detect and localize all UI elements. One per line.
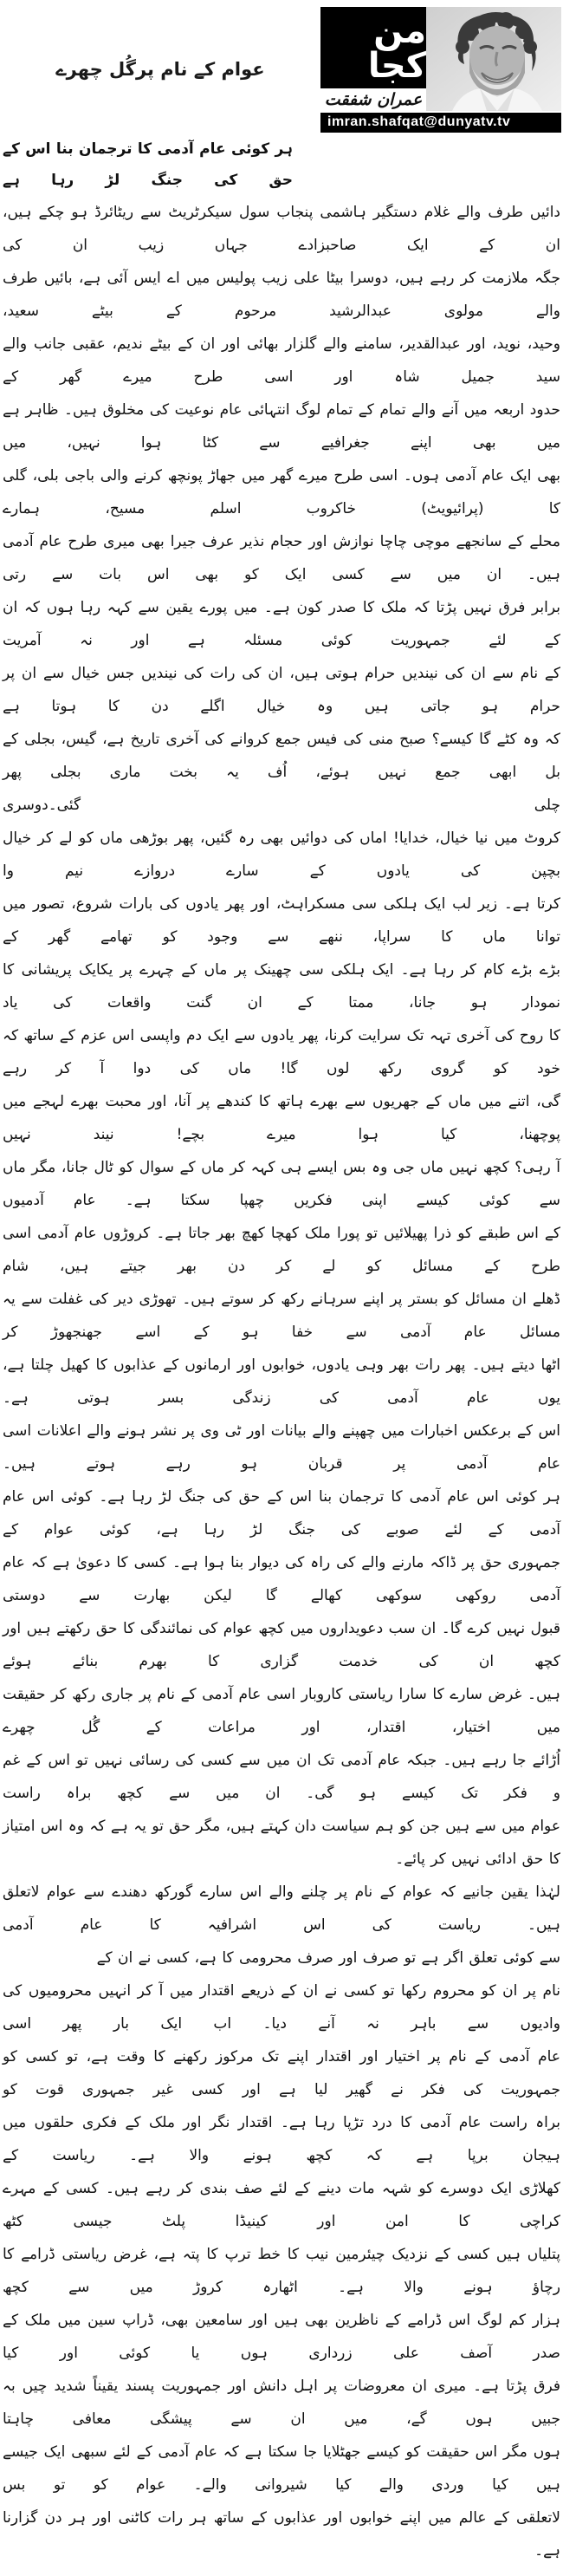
article-line: حدود اربعہ میں آنے والے تمام کے تمام لوگ انتہائی عام نوعیت کی مخلوق ہیں۔ ظاہر ہے میں بھی اپنے جغرافیے سے کٹا ہوا نہیں، میں — [3, 401, 560, 452]
article-line: قبول نہیں کرے گا۔ ان سب دعویداروں میں کچھ عوام کی نمائندگی کا حق رکھتے ہیں اور کچھ ان کی خدمت گزاری کا بھرم بنائے ہوئے — [3, 1620, 560, 1670]
article-line: بھی ایک عام آدمی ہوں۔ اسی طرح میرے گھر میں جھاڑ پونچھ کرنے والی باجی بلی، گلی کا (پرائیویٹ) خاکروب اسلم مسیح، ہمارے — [3, 467, 560, 517]
article-line: ہیں۔ غرض سارے کا سارا ریاستی کاروبار اسی عام آدمی کے نام پر جاری رکھ کر حقیقت میں اختیار، اقتدار، اور مراعات کے گُل چھرے — [3, 1686, 560, 1736]
article-line: نام پر ان کو محروم رکھا تو کسی نے ان کے ذریعے اقتدار میں آ کر انہیں محرومیوں کی وادیوں سے باہر نہ آنے دیا۔ اب ایک بار پھر اسی — [3, 1982, 560, 2033]
article-line: ڈھلے ان مسائل کو بستر پر اپنے سرہانے رکھ کر سوتے ہیں۔ تھوڑی دیر کی غفلت سے یہ مسائل عام آدمی سے خفا ہو کے اسے جھنجھوڑ کر — [3, 1291, 560, 1341]
article-line: عام آدمی کے نام پر اختیار اور اقتدار اپنے تک مرکوز رکھنے کا وقت ہے، تو کسی کو جمہوریت کی فکر نے گھیر لیا ہے اور کسی غیر جمہوری قوت کو — [3, 2048, 560, 2098]
article-line: ہر کوئی اس عام آدمی کا ترجمان بنا اس کے حق کی جنگ لڑ رہا ہے۔ کوئی اس عام آدمی کے لئے صوبے کی جنگ لڑ رہا ہے، کوئی عوام کے — [3, 1488, 560, 1538]
column-header — [0, 0, 563, 132]
article-line: برابر فرق نہیں پڑتا کہ ملک کا صدر کون ہے۔ میں پورے یقین سے کہہ رہا ہوں کہ ان کے لئے جمہوریت کوئی مسئلہ ہے اور نہ آمریت — [3, 599, 560, 649]
article-line: گی، اتنے میں ماں کے جھریوں سے بھرے ہاتھ کا کندھے پر آنا، اور محبت بھرے لہجے میں پوچھنا، کیا ہوا میرے بچے! نیند نہیں — [3, 1093, 560, 1143]
article-line: وحید، نوید، اور عبدالقدیر، سامنے والے گلزار بھائی اور ان کے بیٹے ندیم، عقبی جانب والے سید جمیل شاہ اور اسی طرح میرے گھر کے — [3, 335, 560, 386]
split-line-end: گئی۔دوسری — [3, 797, 81, 814]
split-line-start: چلی — [534, 797, 560, 814]
article-line: عوام میں سے ہیں جن کو ہم سیاست دان کہتے ہیں، مگر حق تو یہ ہے کہ وہ اس امتیاز کا حق ادائی نہیں کر پائے۔ — [3, 1818, 560, 1868]
article-line: کے اس طبقے کو ذرا پھیلائیں تو پورا ملک کھچا کھچ بھر جاتا ہے۔ کروڑوں عام آدمی اسی طرح کے مسائل کو لے کر دن بھر جیتے ہیں، شام — [3, 1225, 560, 1275]
article-line: کا روح کی آخری تہہ تک سرایت کرنا، پھر یادوں سے ایک دم واپسی اس عزم کے ساتھ کہ خود کو گروی رکھ لوں گا! ماں کی دوا آ کر رہے — [3, 1027, 560, 1077]
article-line: لہٰذا یقین جانیے کہ عوام کے نام پر چلنے والے اس سارے گورکھ دھندے سے عوام لاتعلق ہیں۔ ریاست کی اس اشرافیہ کا عام آدمی — [3, 1883, 560, 1934]
article-title: عوام کے نام پرگُل چھرے — [55, 59, 265, 80]
article-line: محلے کے سانجھے موچی چاچا نوازش اور حجام نذیر عرف جیرا بھی میری طرح عام آدمی ہیں۔ ان میں سے کسی ایک کو بھی اس بات سے رتی — [3, 533, 560, 583]
article-line: اٹھا دیتے ہیں۔ پھر رات بھر وہی یادوں، خوابوں اور ارمانوں کے عذابوں کا کھیل چلتا ہے، یوں عام آدمی کی زندگی بسر ہوتی ہے۔ — [3, 1356, 560, 1407]
article-line: آ رہی؟ کچھ نہیں ماں جی وہ بس ایسے ہی کہہ کر ماں کے سوال کو ٹال جانا، مگر ماں سے کوئی کیسے اپنی فکریں چھپا سکتا ہے۔ عام آدمیوں — [3, 1159, 560, 1209]
article-line: جمہوری حق پر ڈاکہ مارنے والے کی راہ کی دیوار بنا ہوا ہے۔ کسی کا دعویٰ ہے کہ عام آدمی روکھی سوکھی کھالے گا لیکن بھارت سے دوستی — [3, 1554, 560, 1604]
author-name: عمران شفقت — [320, 87, 426, 111]
article-line: جگہ ملازمت کر رہے ہیں، دوسرا بیٹا علی زیب پولیس میں اے ایس آئی ہے، بائیں طرف والے مولوی عبدالرشید مرحوم کے بیٹے سعید، — [3, 270, 560, 320]
author-block — [320, 7, 561, 133]
article-line: سے کوئی تعلق اگر ہے تو صرف اور صرف محرومی کا ہے، کسی نے ان کے — [96, 1949, 560, 1967]
article-line: کھلاڑی ایک دوسرے کو شہہ مات دینے کے لئے صف بندی کر رہے ہیں۔ کسی کے مہرے کراچی کا امن اور کینیڈا پلٹ جیسی کٹھ — [3, 2180, 560, 2230]
article-line: فرق پڑتا ہے۔ میری ان معروضات پر اہل دانش اور جمہوریت پسند یقیناً شدید چیں بہ جبیں ہوں گے، میں ان سے پیشگی معافی چاہتا — [3, 2378, 560, 2428]
article-line: کرتا ہے۔ زیر لب ایک ہلکی سی مسکراہٹ، اور پھر یادوں کی بارات شروع، تصور میں توانا ماں کا سراپا، ننھے سے وجود کو تھامے گھر کے — [3, 895, 560, 946]
article-line: اس کے برعکس اخبارات میں چھپنے والے بیانات اور ٹی وی پر نشر ہونے والے اعلانات اسی عام آدمی پر قربان ہو رہے ہوتے ہیں۔ — [3, 1422, 560, 1473]
article-line: ہوں مگر اس حقیقت کو کیسے جھٹلایا جا سکتا ہے کہ عام آدمی کے لئے سبھی ایک جیسے ہیں کیا وردی والے کیا شیروانی والے۔ عوام کو تو بس — [3, 2443, 560, 2494]
article-body — [0, 132, 563, 2576]
article-line: کے نام سے ان کی نیندیں حرام ہوتی ہیں، ان کی رات کی نیندیں جس خیال سے ان پر حرام ہو جاتی ہیں وہ خیال اگلے دن کا ہوتا ہے — [3, 665, 560, 715]
author-photo — [426, 7, 561, 111]
article-lines — [3, 196, 560, 2567]
article-line: پتلیاں ہیں کسی کے نزدیک چیئرمین نیب کا خط ترپ کا پتہ ہے، غرض ریاستی ڈرامے کا رچاؤ ہونے والا ہے۔ اٹھارہ کروڑ میں سے کچھ — [3, 2246, 560, 2296]
author-photo-image — [426, 7, 561, 111]
article-line: کروٹ میں نیا خیال، خدایا! اماں کی دوائیں بھی رہ گئیں، پھر بوڑھی ماں کو لے کر خیال بچپن کی یادوں کے سارے دروازے نیم وا — [3, 829, 560, 880]
article-line: براہ راست عام آدمی کا درد تڑپا رہا ہے۔ اقتدار نگر اور ملک کے فکری حلقوں میں ہیجان برپا ہے کہ کچھ ہونے والا ہے۔ ریاست کے — [3, 2114, 560, 2164]
article-line — [3, 789, 560, 822]
article-line: اُڑائے جا رہے ہیں۔ جبکہ عام آدمی تک ان میں سے کسی کی رسائی نہیں تو اس کے غم و فکر تک کیسے ہو گی۔ ان میں سے کچھ براہ راست — [3, 1752, 560, 1802]
lead-line: ہر کوئی عام آدمی کا ترجمان بنا اس کے حق کی جنگ لڑ رہا ہے — [3, 140, 293, 189]
article-line: بڑے بڑے کام کر رہا ہے۔ ایک ہلکی سی چھینک پر ماں کے چہرے پر یکایک پریشانی کا نمودار ہو جانا، ممتا کے ان گنت واقعات کی یاد — [3, 961, 560, 1012]
article-line: کہ وہ کٹے گا کیسے؟ صبح منی کی فیس جمع کروانے کی آخری تاریخ ہے، گیس، بجلی کے بل ابھی جمع نہیں ہوئے، اُف یہ بخت ماری بجلی پھر — [3, 731, 560, 781]
column-logo-box — [320, 7, 426, 87]
author-email: imran.shafqat@dunyatv.tv — [320, 113, 561, 133]
column-logo-text: من کجا — [367, 11, 426, 86]
article-line: ہزار کم لوگ اس ڈرامے کے ناظرین بھی ہیں اور سامعین بھی، ڈراپ سین میں ملک کے صدر آصف علی زرداری ہوں یا کوئی اور کیا — [3, 2312, 560, 2362]
article-line: لاتعلقی کے عالم میں اپنے خوابوں اور عذابوں کے ساتھ ہر رات کاٹنی اور ہر دن گزارنا ہے۔ — [3, 2509, 560, 2560]
article-line: دائیں طرف والے غلام دستگیر ہاشمی پنجاب سول سیکرٹریٹ سے ریٹائرڈ ہو چکے ہیں، ان کے ایک صاحبزادے جہاں زیب ان کی — [3, 204, 560, 254]
